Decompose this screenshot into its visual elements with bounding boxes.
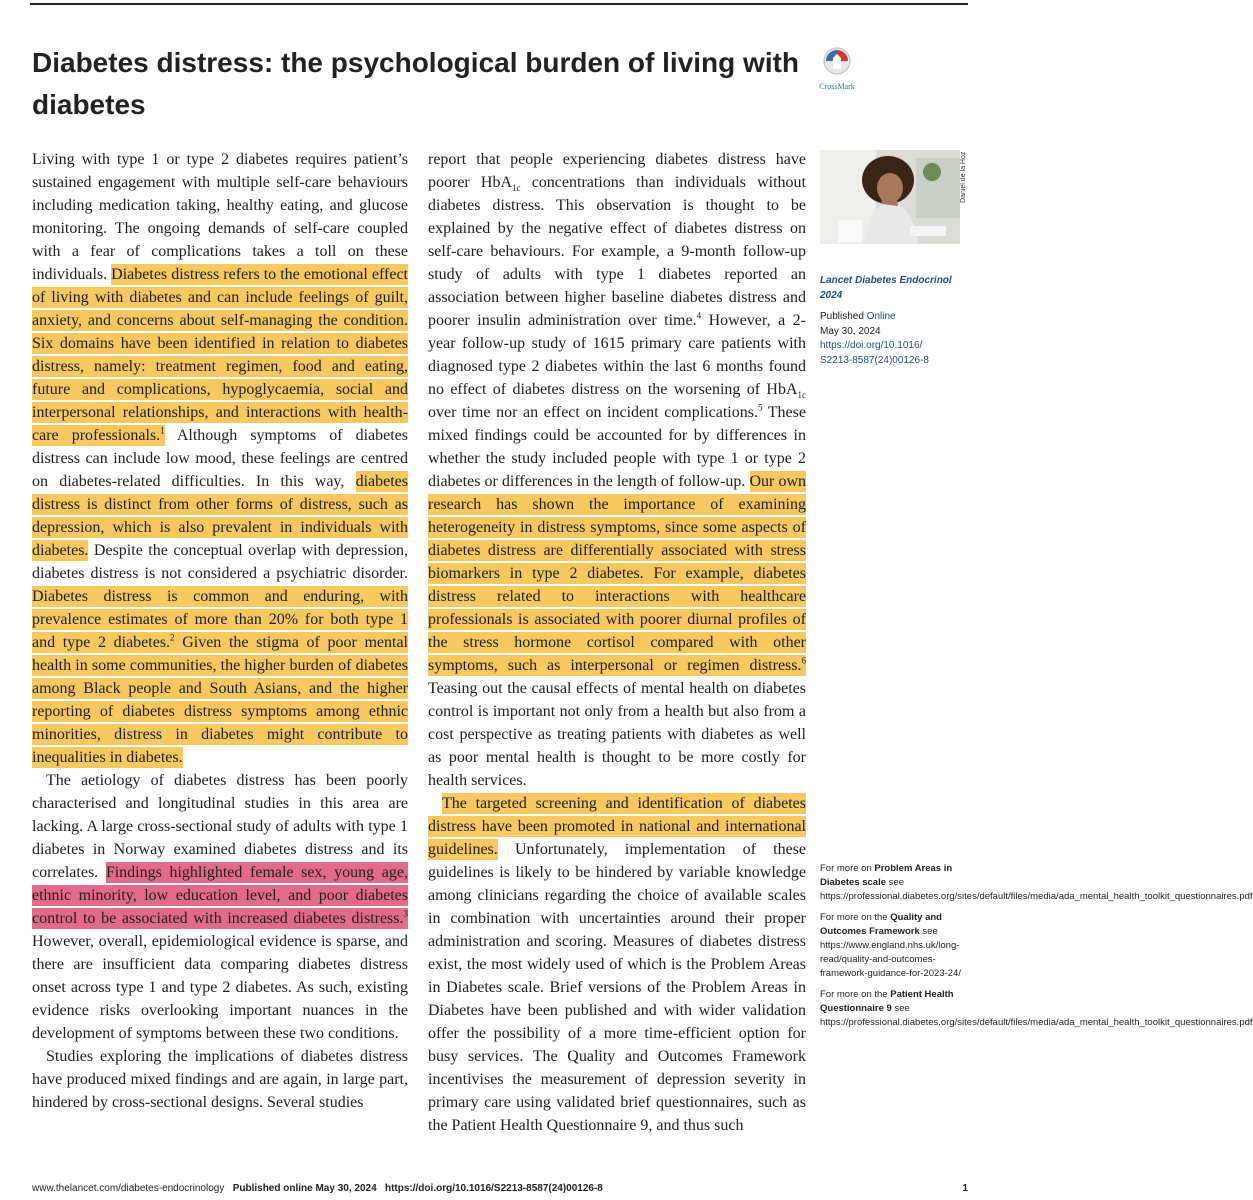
footer-doi[interactable]: https://doi.org/10.1016/S2213-8587(24)00126-8: [384, 1183, 603, 1194]
side-note-phq9: For more on the Patient Health Questionnaire 9 see https://professional.diabetes.org/sites/default/files/media/ada_mental_health_toolkit_questionnaires.pdf: [820, 988, 1253, 1029]
paragraph-2: The aetiology of diabetes distress has been poorly characterised and longitudinal studies in this area are lacking. A large cross-sectional study of adults with type 1 diabetes in Norway examined diabetes distress and its correlates. Findings highlighted female sex, young age, ethnic minority, low education level, and poor diabetes control to be associated with increased diabetes distress.$^3$ However, overall, epidemiological evidence is sparse, and there are insufficient data comparing diabetes distress onset across type 1 and type 2 diabetes. As such, existing evidence risks overlooking important nuances in the development of symptoms between these two conditions.: [32, 772, 408, 1042]
page-number: 1: [962, 1183, 968, 1194]
highlight-screening: The targeted screening and identification of diabetes distress have been promoted in national and international guidelines.: [428, 795, 806, 858]
qof-link[interactable]: see https://www.england.nhs.uk/long-read/quality-and-outcomes-framework-guidance-for-2023-24/: [820, 925, 961, 980]
citation-info: [820, 274, 970, 368]
crossmark-icon: [822, 46, 852, 76]
highlight-distinct: diabetes distress is distinct from other forms of distress, such as depression, which is also prevalent in individuals with diabetes.: [32, 473, 408, 559]
paragraph-4: report that people experiencing diabetes distress have poorer HbA$_{1c}$ concentrations than individuals without diabetes distress. This observation is thought to be explained by the negative effect of diabetes distress on self-care behaviours. For example, a 9-month follow-up study of adults with type 1 diabetes reported an association between higher baseline diabetes distress and poorer insulin administration over time.$^4$ However, a 2-year follow-up study of 1615 primary care patients with diagnosed type 2 diabetes within the last 6 months found no effect of diabetes distress on the worsening of HbA$_{1c}$ over time nor an effect on incident complications.$^5$ These mixed findings could be accounted for by differences in whether the study included people with type 1 or type 2 diabetes or differences in the length of follow-up. Our own research has shown the importance of examining heterogeneity in distress symptoms, since some aspects of diabetes distress are differentially associated with stress biomarkers in type 2 diabetes. For example, diabetes distress related to interactions with healthcare professionals is associated with poorer diurnal profiles of the stress hormone cortisol compared with other symptoms, such as interpersonal or regimen distress.$^6$ Teasing out the causal effects of mental health on diabetes control is important not only from a health but also from a cost perspective as treating patients with diabetes as well as poor mental health is thought to be more costly for health services.: [428, 151, 807, 789]
citation-ref-5[interactable]: 5: [757, 402, 763, 413]
citation-ref-6[interactable]: 6: [801, 655, 806, 666]
citation-ref-4[interactable]: 4: [696, 310, 702, 321]
side-note-qof: For more on the Quality and Outcomes Framework see https://www.england.nhs.uk/long-read/quality-and-outcomes-framework-guidance-for-2023-24/: [820, 911, 961, 980]
article-title: Diabetes distress: the psychological burden of living with diabetes: [32, 47, 800, 120]
footer-site-link[interactable]: www.thelancet.com/diabetes-endocrinology: [32, 1183, 225, 1194]
phq9-link[interactable]: see https://professional.diabetes.org/sites/default/files/media/ada_mental_health_toolkit_questionnaires.pdf: [820, 1002, 1253, 1029]
top-rule: [30, 3, 968, 5]
page-footer: [32, 1183, 968, 1194]
paragraph-5: The targeted screening and identification of diabetes distress have been promoted in national and international guidelines. Unfortunately, implementation of these guidelines is likely to be hindered by variable knowledge among clinicians regarding the choice of available scales in combination with uncertainties around their proper administration and scoring. Measures of diabetes distress exist, the most widely used of which is the Problem Areas in Diabetes scale. Brief versions of the Problem Areas in Diabetes have been published and with wider validation offer the possibility of a more time-efficient option for busy services. The Quality and Outcomes Framework incentivises the measurement of depression severity in primary care using validated brief questionnaires, such as the Patient Health Questionnaire 9, and thus such: [428, 795, 806, 1134]
published-line: Published Online: [820, 311, 896, 322]
photo-credit: Daniel de la Hoz: [960, 152, 967, 204]
highlight-definition: Diabetes distress refers to the emotional effect of living with diabetes and can include feelings of guilt, anxiety, and concerns about self-managing the condition. Six domains have been identified in relation to diabetes distress, namely: treatment regimen, food and eating, future and complications, hypoglycaemia, social and interpersonal relationships, and interactions with health-care professionals.$^1$: [32, 266, 409, 444]
side-note-paid: For more on Problem Areas in Diabetes scale see https://professional.diabetes.org/sites/default/files/media/ada_mental_health_toolkit_questionnaires.pdf: [820, 863, 1253, 903]
body-column-1: [32, 148, 408, 1114]
citation-ref-3[interactable]: 3: [403, 908, 408, 919]
highlight-own-research: Our own research has shown the importance of examining heterogeneity in distress symptoms, since some aspects of diabetes distress are differentially associated with stress biomarkers in type 2 diabetes. For example, diabetes distress related to interactions with healthcare professionals is associated with poorer diurnal profiles of the stress hormone cortisol compared with other symptoms, such as interpersonal or regimen distress.$^6$: [428, 473, 807, 674]
body-column-2: [428, 148, 806, 1137]
paragraph-3: Studies exploring the implications of diabetes distress have produced mixed findings and are again, in large part, hindered by cross-sectional designs. Several studies: [32, 1048, 408, 1111]
published-date: May 30, 2024: [820, 325, 881, 337]
side-notes: [820, 862, 1253, 1036]
highlight-prevalence: Diabetes distress is common and enduring, with prevalence estimates of more than 20% for both type 1 and type 2 diabetes.$^2$ Given the stigma of poor mental health in some communities, the higher burden of diabetes among Black people and South Asians, and the higher reporting of diabetes distress symptoms among ethnic minorities, distress in diabetes might contribute to inequalities in diabetes.: [32, 588, 408, 766]
article-photo: [820, 150, 960, 244]
crossmark-badge[interactable]: [818, 46, 856, 91]
crossmark-label: CrossMark: [819, 82, 855, 91]
citation-ref-2[interactable]: 2: [170, 632, 175, 643]
doi-link[interactable]: https://doi.org/10.1016/ S2213-8587(24)00126-8: [820, 340, 929, 366]
journal-citation: Lancet Diabetes Endocrinol 2024: [820, 275, 952, 301]
footer-published: Published online May 30, 2024: [232, 1183, 377, 1194]
highlight-findings: Findings highlighted female sex, young age, ethnic minority, low education level, and poor diabetes control to be associated with increased diabetes distress.$^3$: [32, 864, 408, 927]
paragraph-1: Living with type 1 or type 2 diabetes requires patient’s sustained engagement with multiple self-care behaviours including medication taking, healthy eating, and glucose monitoring. The ongoing demands of self-care coupled with a fear of complications takes a toll on these individuals. Diabetes distress refers to the emotional effect of living with diabetes and can include feelings of guilt, anxiety, and concerns about self-managing the condition. Six domains have been identified in relation to diabetes distress, namely: treatment regimen, food and eating, future and complications, hypoglycaemia, social and interpersonal relationships, and interactions with health-care professionals.$^1$ Although symptoms of diabetes distress can include low mood, these feelings are centred on diabetes-related difficulties. In this way, diabetes distress is distinct from other forms of distress, such as depression, which is also prevalent in individuals with diabetes. Despite the conceptual overlap with depression, diabetes distress is not considered a psychiatric disorder. Diabetes distress is common and enduring, with prevalence estimates of more than 20% for both type 1 and type 2 diabetes.$^2$ Given the stigma of poor mental health in some communities, the higher burden of diabetes among Black people and South Asians, and the higher reporting of diabetes distress symptoms among ethnic minorities, distress in diabetes might contribute to inequalities in diabetes.: [32, 151, 409, 766]
citation-ref-1[interactable]: 1: [160, 425, 165, 436]
paid-link[interactable]: see https://professional.diabetes.org/sites/default/files/media/ada_mental_health_toolkit_questionnaires.pdf: [820, 877, 1253, 903]
